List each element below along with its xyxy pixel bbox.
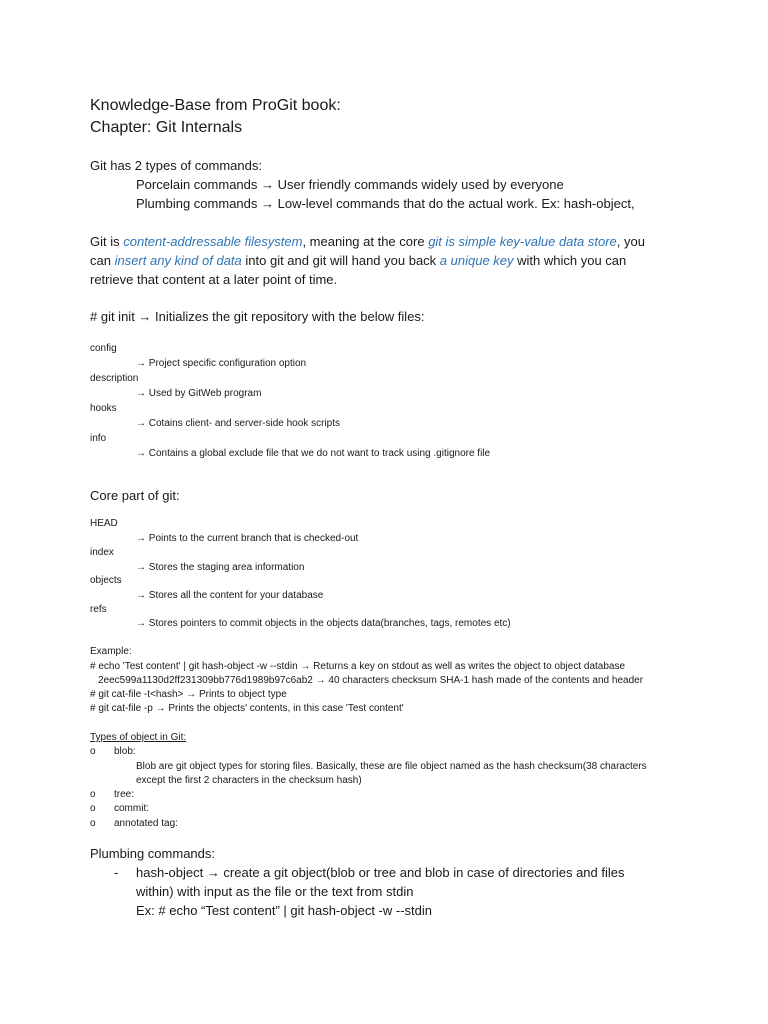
example-label: Example: (90, 646, 132, 657)
plumbing-line: Ex: # echo “Test content” | git hash-object -w --stdin (136, 903, 433, 918)
example-line: 2eec599a1130d2ff231309bb776d1989b97c6ab2 → 40 characters checksum SHA-1 hash made of the contents and header (98, 675, 644, 686)
plumbing-line: Plumbing commands → Low-level commands that do the actual work. Ex: hash-object, (136, 196, 635, 211)
chapter-title: Chapter: Git Internals (90, 119, 243, 136)
type-annotated-tag: annotated tag: (114, 818, 178, 829)
commands-intro: Git has 2 types of commands: (90, 158, 262, 173)
core-item-name: refs (90, 604, 107, 615)
plumbing-heading: Plumbing commands: (90, 846, 215, 861)
example-line: # git cat-file -p → Prints the objects' contents, in this case 'Test content' (90, 703, 404, 714)
highlight-kv: git is simple key-value data store (428, 234, 617, 249)
init-item-desc: → Contains a global exclude file that we do not want to track using .gitignore file (136, 448, 491, 459)
core-heading: Core part of git: (90, 488, 180, 503)
init-item-desc: → Used by GitWeb program (136, 388, 262, 399)
init-item-name: description (90, 373, 139, 384)
init-item-name: info (90, 433, 107, 444)
description-line-3: retrieve that content at a later point of time. (90, 272, 338, 287)
core-item-name: objects (90, 575, 122, 586)
highlight-cas: content-addressable filesystem (123, 234, 303, 249)
init-item-name: config (90, 343, 117, 354)
example-line: # git cat-file -t<hash> → Prints to object type (90, 689, 287, 700)
plumbing-line: within) with input as the file or the text from stdin (136, 884, 414, 899)
blob-description: Blob are git object types for storing files. Basically, these are file object named as the hash checksum(38 characters (136, 761, 647, 772)
init-item-desc: → Project specific configuration option (136, 358, 307, 369)
example-line: # echo 'Test content' | git hash-object -w --stdin → Returns a key on stdout as well as writes the object to object database (90, 661, 626, 672)
type-blob: blob: (114, 746, 136, 757)
description-line-2: can insert any kind of data into git and git will hand you back a unique key with which you can (90, 253, 627, 268)
bullet-icon: o (90, 746, 96, 757)
core-item-desc: → Stores all the content for your database (136, 590, 324, 601)
bullet-icon: o (90, 789, 96, 800)
description-line-1: Git is content-addressable filesystem, meaning at the core git is simple key-value data store, you (90, 234, 645, 249)
type-tree: tree: (114, 789, 135, 800)
core-item-desc: → Points to the current branch that is checked-out (136, 533, 359, 544)
core-item-name: index (90, 547, 114, 558)
dash-icon: - (114, 865, 119, 880)
bullet-icon: o (90, 803, 96, 814)
init-item-name: hooks (90, 403, 117, 414)
porcelain-line: Porcelain commands → User friendly commands widely used by everyone (136, 177, 564, 192)
doc-title: Knowledge-Base from ProGit book: (90, 97, 341, 114)
init-item-desc: → Cotains client- and server-side hook scripts (136, 418, 340, 429)
bullet-icon: o (90, 818, 96, 829)
highlight-key: a unique key (439, 253, 514, 268)
core-item-desc: → Stores the staging area information (136, 562, 305, 573)
core-item-desc: → Stores pointers to commit objects in the objects data(branches, tags, remotes etc) (136, 618, 511, 629)
git-init-heading: # git init → Initializes the git repository with the below files: (90, 309, 425, 324)
highlight-data: insert any kind of data (114, 253, 242, 268)
types-heading: Types of object in Git: (90, 732, 187, 743)
blob-description: except the first 2 characters in the checksum hash) (136, 775, 362, 786)
type-commit: commit: (114, 803, 149, 814)
core-item-name: HEAD (90, 518, 118, 529)
plumbing-line: hash-object → create a git object(blob or tree and blob in case of directories and files (136, 865, 625, 880)
